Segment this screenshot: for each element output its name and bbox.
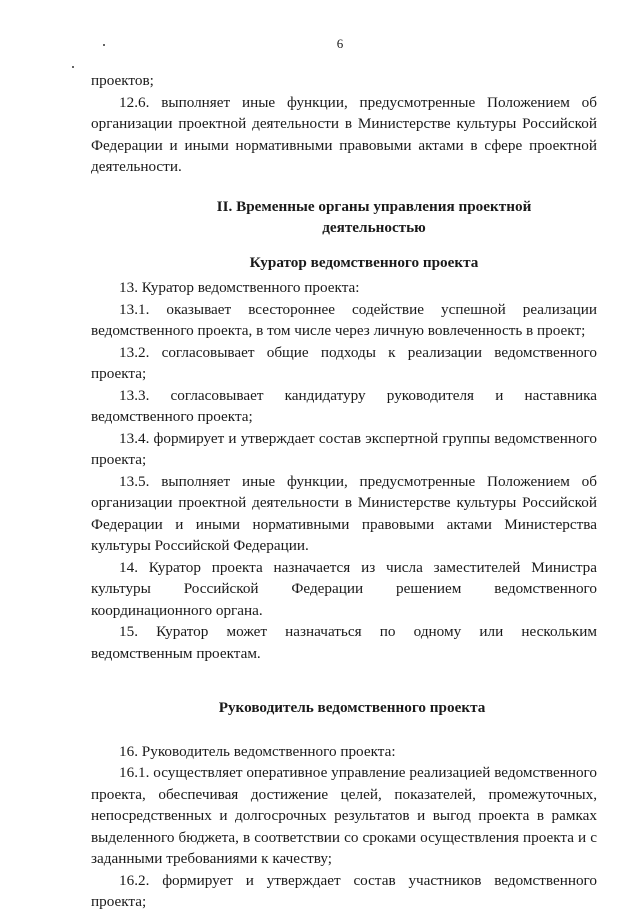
page-number: 6 xyxy=(336,36,344,51)
paragraph-16-2: 16.2. формирует и утверждает состав участников ведомственного проекта; xyxy=(91,871,597,910)
manager-heading: Руководитель ведомственного проекта xyxy=(218,699,486,716)
paragraph-16: 16. Руководитель ведомственного проекта: xyxy=(119,742,396,760)
paragraph-13-1: 13.1. оказывает всестороннее содействие успешной реализации ведомственного проекта, в том числе через личную вовлеченность в проект; xyxy=(91,300,597,339)
scan-speck xyxy=(103,44,105,46)
paragraph-13-2: 13.2. согласовывает общие подходы к реализации ведомственного проекта; xyxy=(91,343,597,382)
document-body xyxy=(91,70,597,913)
paragraph-13-3: 13.3. согласовывает кандидатуру руководителя и наставника ведомственного проекта; xyxy=(91,386,597,425)
curator-heading: Куратор ведомственного проекта xyxy=(249,253,479,271)
scan-speck xyxy=(72,66,74,68)
paragraph-continuation: проектов; xyxy=(91,72,154,89)
section-title-line-1: II. Временные органы управления проектной xyxy=(216,197,532,215)
paragraph-16-1: 16.1. осуществляет оперативное управление реализацией ведомственного проекта, обеспечивая достижение целей, показателей, промежуточных, непосредственных и долгосрочных результатов и выгод проекта в рамках выделенного бюджета, в соответствии со сроками осуществления проекта и с заданными требованиями к качеству; xyxy=(91,764,597,867)
paragraph-12-6: 12.6. выполняет иные функции, предусмотренные Положением об организации проектной деятельности в Министерстве культуры Российской Федерации и иными нормативными правовыми актами в сфере проектной деятельности. xyxy=(91,93,597,175)
section-title-line-2: деятельностью xyxy=(322,219,426,236)
paragraph-15: 15. Куратор может назначаться по одному или нескольким ведомственным проектам. xyxy=(91,623,597,662)
paragraph-13-4: 13.4. формирует и утверждает состав экспертной группы ведомственного проекта; xyxy=(91,429,597,468)
paragraph-13: 13. Куратор ведомственного проекта: xyxy=(119,279,360,296)
paragraph-14: 14. Куратор проекта назначается из числа заместителей Министра культуры Российской Федерации решением ведомственного координационного органа. xyxy=(91,558,597,619)
paragraph-13-5: 13.5. выполняет иные функции, предусмотренные Положением об организации проектной деятельности в Министерстве культуры Российской Федерации и иными нормативными правовыми актами Министерства культуры Российской Федерации. xyxy=(91,472,597,554)
section-title xyxy=(91,196,597,239)
